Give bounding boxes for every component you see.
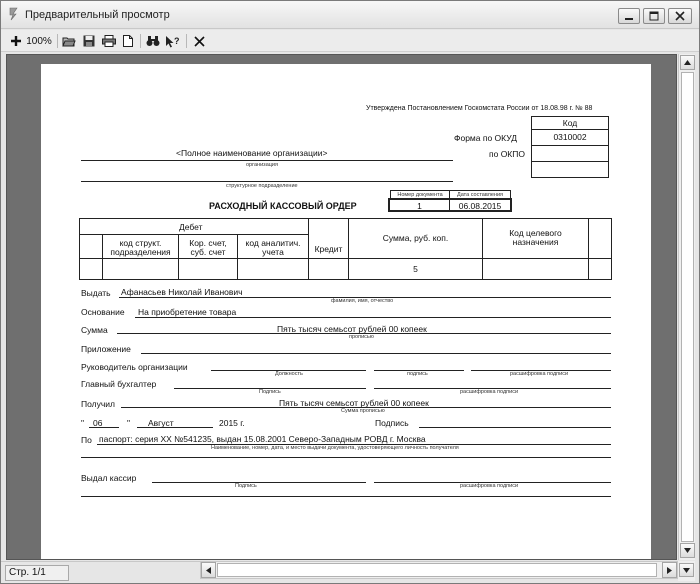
- code-header-cell: [531, 116, 609, 130]
- okpo-label: по ОКПО: [489, 149, 525, 159]
- decode-caption: расшифровка подписи: [510, 371, 569, 377]
- toolbar-separator: [57, 34, 58, 48]
- scroll-down-button[interactable]: [680, 543, 695, 558]
- close-icon: [675, 11, 685, 21]
- passport-value: паспорт: серия XX №541235, выдан 15.08.2001 Северо-Западным РОВД г. Москва: [99, 434, 426, 444]
- minimize-icon: [624, 11, 634, 21]
- folder-open-icon: [62, 35, 76, 47]
- received-caption: Сумма прописью: [341, 408, 385, 414]
- issue-value: Афанасьев Николай Иванович: [121, 287, 243, 297]
- col-anal-1: код аналитич.: [245, 238, 301, 248]
- cashier-signature-caption: Подпись: [235, 483, 257, 489]
- okpo-cell: [531, 145, 609, 162]
- horizontal-scrollbar[interactable]: [200, 561, 678, 579]
- col-anal-2: учета: [262, 247, 284, 257]
- org-line: [81, 160, 453, 161]
- head-label: Руководитель организации: [81, 362, 188, 372]
- sum-header: Сумма, руб. коп.: [382, 233, 449, 243]
- status-bar: [1, 561, 200, 583]
- code-header: Код: [562, 118, 578, 128]
- scroll-corner: [678, 561, 695, 581]
- maximize-button[interactable]: [643, 8, 665, 24]
- vertical-scrollbar[interactable]: [678, 54, 695, 560]
- horizontal-scroll-thumb[interactable]: [217, 563, 657, 577]
- zoom-label: 100%: [26, 35, 52, 47]
- scroll-left-button[interactable]: [201, 562, 216, 578]
- page-setup-button[interactable]: [121, 33, 135, 49]
- approval-text: Утверждена Постановлением Госкомстата России от 18.08.98 г. № 88: [366, 105, 593, 112]
- close-button[interactable]: [668, 8, 692, 24]
- day-quote-close: ": [127, 418, 131, 428]
- sum-words-caption: прописью: [349, 334, 374, 340]
- attach-label: Приложение: [81, 344, 131, 354]
- toolbar-separator: [186, 34, 187, 48]
- received-label: Получил: [81, 399, 115, 409]
- purpose-header-1: Код целевого: [509, 228, 562, 238]
- toolbar-separator: [140, 34, 141, 48]
- issue-label: Выдать: [81, 288, 111, 298]
- zoom-icon: [10, 35, 22, 47]
- close-preview-button[interactable]: [191, 33, 207, 49]
- accountant-decode-caption: расшифровка подписи: [460, 389, 519, 395]
- fio-caption: фамилия, имя, отчество: [331, 298, 394, 304]
- cashier-decode-caption: расшифровка подписи: [460, 483, 519, 489]
- basis-label: Основание: [81, 307, 125, 317]
- signature-caption: подпись: [407, 371, 428, 377]
- help-button[interactable]: [164, 33, 182, 49]
- debet-header: Дебет: [179, 222, 203, 232]
- doc-number: 1: [417, 201, 422, 211]
- scroll-up-button[interactable]: [680, 55, 695, 70]
- page-counter: Стр. 1/1: [5, 565, 69, 581]
- cashier-signature-line: [152, 482, 366, 483]
- okud-label: Форма по ОКУД: [454, 133, 517, 143]
- bottom-line: [81, 496, 611, 497]
- title-bar: [1, 1, 699, 29]
- svg-text:?: ?: [174, 35, 180, 46]
- document-title: РАСХОДНЫЙ КАССОВЫЙ ОРДЕР: [209, 201, 357, 211]
- open-button[interactable]: [61, 33, 77, 49]
- table-header-line: [79, 258, 612, 259]
- arrow-right-icon: [667, 567, 672, 574]
- blank-page-icon: [123, 35, 133, 47]
- blank-code-cell: [531, 161, 609, 178]
- by-label: По: [81, 435, 92, 445]
- sign-line: [419, 427, 611, 428]
- doc-number-header: Номер документа: [397, 192, 443, 198]
- zoom-button[interactable]: [9, 33, 53, 49]
- doc-date: 06.08.2015: [458, 201, 502, 211]
- sum-label: Сумма: [81, 325, 108, 335]
- maximize-icon: [649, 11, 659, 21]
- okud-cell: [531, 129, 609, 146]
- arrow-left-icon: [206, 567, 211, 574]
- floppy-save-icon: [83, 35, 95, 47]
- sum-words: Пять тысяч семьсот рублей 00 копеек: [277, 324, 427, 334]
- printer-icon: [102, 35, 116, 47]
- received-value: Пять тысяч семьсот рублей 00 копеек: [279, 398, 429, 408]
- arrow-down-icon: [683, 568, 690, 573]
- org-caption: организация: [246, 162, 278, 168]
- org-name: <Полное наименование организации>: [176, 148, 328, 158]
- table-col-divider: [588, 218, 589, 280]
- vertical-scroll-thumb[interactable]: [681, 72, 694, 542]
- arrow-down-icon: [684, 548, 691, 553]
- dept-caption: структурное подразделение: [226, 183, 298, 189]
- app-icon: [8, 7, 20, 21]
- print-button[interactable]: [100, 33, 118, 49]
- position-caption: Должность: [275, 371, 303, 377]
- binoculars-icon: [146, 35, 160, 47]
- scroll-right-button[interactable]: [662, 562, 677, 578]
- dept-line: [81, 181, 453, 182]
- scroll-corner-down-button[interactable]: [679, 563, 694, 577]
- day-quote-open: ": [81, 418, 85, 428]
- doc-date-header: Дата составления: [457, 192, 503, 198]
- debet-divider: [79, 234, 308, 235]
- sign-label: Подпись: [375, 418, 409, 428]
- document-viewport[interactable]: [6, 54, 677, 560]
- col-kor-1: Кор. счет,: [189, 238, 227, 248]
- credit-header: Кредит: [314, 244, 343, 254]
- month-line: [137, 427, 213, 428]
- arrow-up-icon: [684, 60, 691, 65]
- col-kor-2: суб. счет: [190, 247, 226, 257]
- basis-line: [135, 317, 611, 318]
- toolbar: [1, 30, 699, 52]
- accountant-label: Главный бухгалтер: [81, 379, 157, 389]
- purpose-header-2: назначения: [512, 237, 559, 247]
- attach-line: [141, 353, 611, 354]
- col-dept-code-1: код структ.: [119, 238, 162, 248]
- cashier-label: Выдал кассир: [81, 473, 137, 483]
- accountant-signature-caption: Подпись: [259, 389, 281, 395]
- okud-value: 0310002: [553, 132, 587, 142]
- month-value: Август: [148, 418, 174, 428]
- save-button[interactable]: [81, 33, 97, 49]
- day-line: [89, 427, 119, 428]
- basis-value: На приобретение товара: [138, 307, 237, 317]
- pointer-help-icon: [165, 35, 181, 48]
- close-icon: [194, 36, 205, 47]
- window-title: Предварительный просмотр: [25, 9, 170, 21]
- sum-value: 5: [413, 264, 418, 274]
- col-dept-code-2: подразделения: [110, 247, 171, 257]
- document-page: [41, 64, 651, 560]
- day-value: 06: [93, 418, 103, 428]
- find-button[interactable]: [144, 33, 162, 49]
- year-value: 2015 г.: [219, 418, 245, 428]
- minimize-button[interactable]: [618, 8, 640, 24]
- passport-caption: Наименование, номер, дата, и место выдачи документа, удостоверяющего личность получателя: [211, 445, 459, 451]
- blank-line: [81, 457, 611, 458]
